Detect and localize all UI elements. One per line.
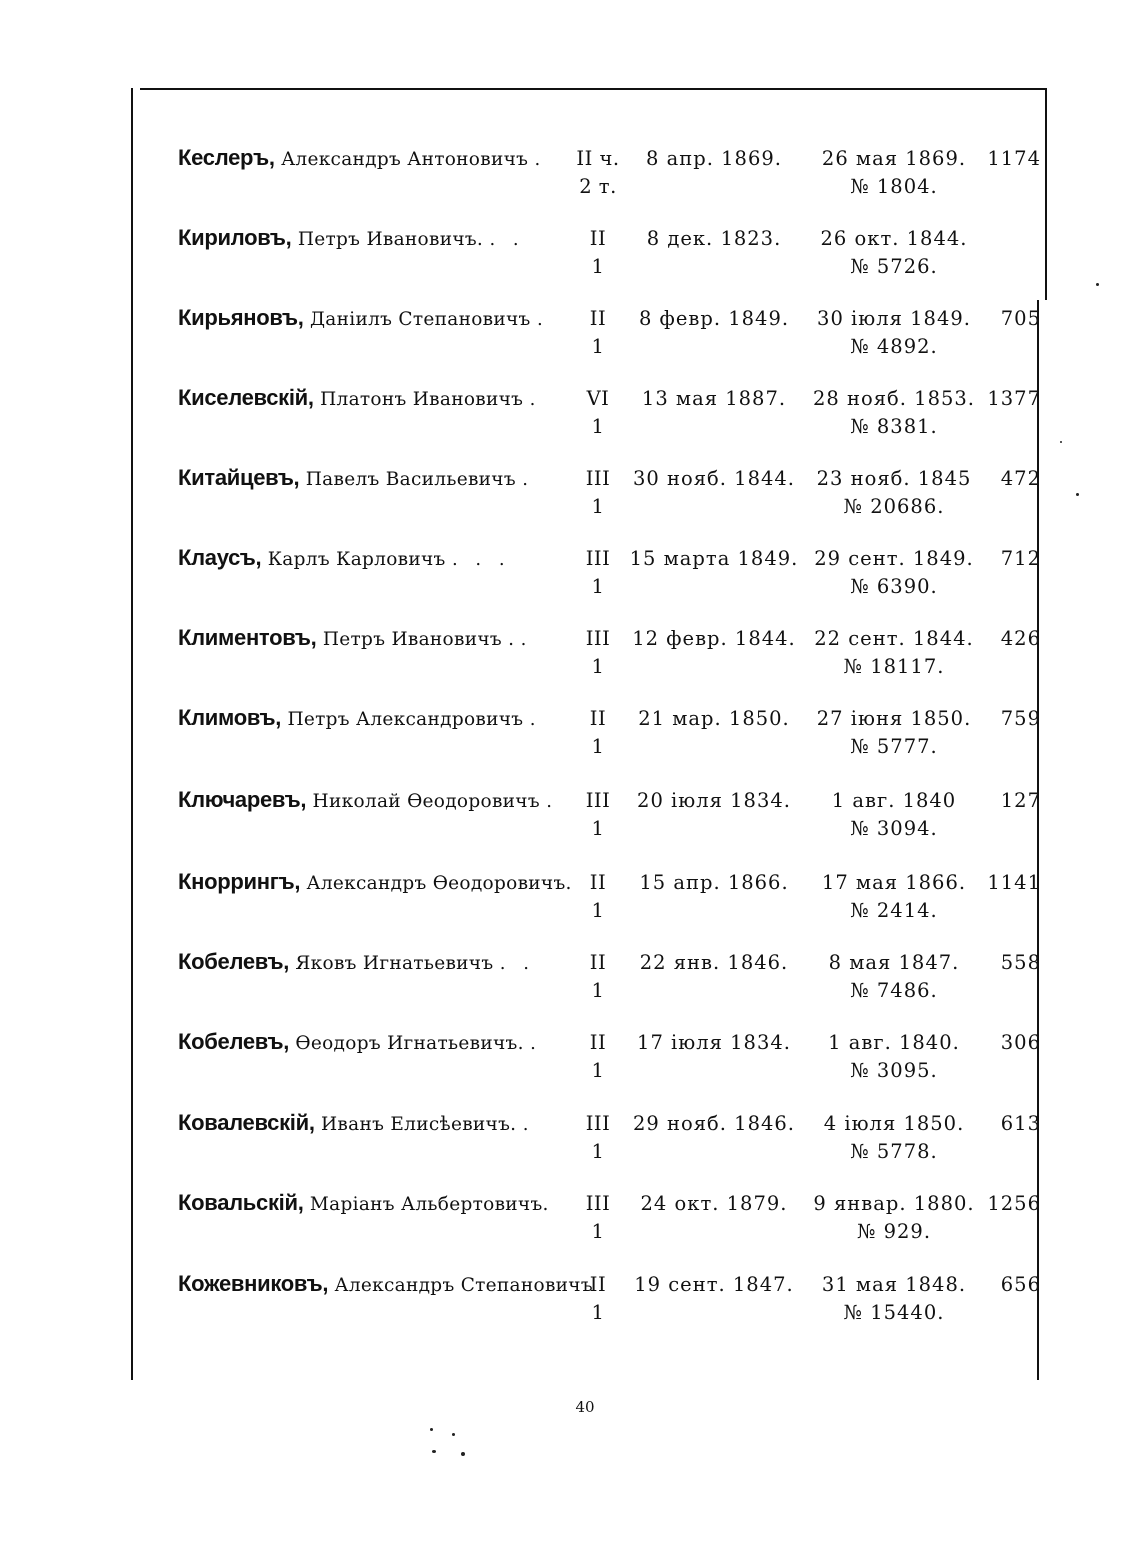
date-second-cell [800, 225, 988, 281]
document-number: № 5778. [850, 1140, 938, 1163]
date-first: 15 марта 1849. [629, 547, 799, 570]
leader-dots: . . [489, 229, 525, 250]
document-number: № 18117. [843, 655, 945, 678]
date-second-cell [800, 787, 988, 843]
given-names: Александръ Антоновичъ [281, 149, 529, 170]
surname: Кобелевъ, [178, 1029, 290, 1054]
class-sub: 1 [591, 1220, 605, 1243]
date-second-cell [800, 1271, 988, 1327]
date-second: 9 январ. 1880. [813, 1192, 975, 1215]
date-second-cell [800, 385, 988, 441]
person-name [178, 949, 535, 975]
class-cell [570, 225, 626, 281]
class-cell [570, 1271, 626, 1327]
class-rank: III [585, 1192, 611, 1215]
given-names: Петръ Ивановичъ . [322, 629, 515, 650]
given-names: Павелъ Васильевичъ [305, 469, 516, 490]
date-second-cell [800, 1190, 988, 1246]
table-row [0, 1271, 1140, 1333]
table-row [0, 385, 1140, 447]
person-name [178, 465, 534, 491]
class-cell [570, 1190, 626, 1246]
given-names: Даніилъ Степановичъ [309, 309, 531, 330]
table-row [0, 705, 1140, 767]
print-speck [452, 1433, 455, 1436]
date-second-cell [800, 465, 988, 521]
date-first: 20 іюля 1834. [637, 789, 791, 812]
date-second: 28 нояб. 1853. [812, 387, 975, 410]
document-number: № 929. [856, 1220, 932, 1243]
person-name [178, 225, 525, 251]
table-row [0, 305, 1140, 367]
entry-number: 613 [1000, 1112, 1041, 1135]
given-names: Маріанъ Альбертовичъ. [309, 1194, 549, 1215]
leader-dots: . [522, 469, 534, 490]
date-first: 30 нояб. 1844. [632, 467, 795, 490]
person-name [178, 1029, 542, 1055]
surname: Климентовъ, [178, 625, 317, 650]
table-row [0, 225, 1140, 287]
date-first: 13 мая 1887. [641, 387, 787, 410]
date-second: 4 іюля 1850. [823, 1112, 965, 1135]
class-sub: 1 [591, 979, 605, 1002]
entry-number: 1174 [987, 147, 1041, 170]
entry-number: 759 [1000, 707, 1041, 730]
leader-dots: . [534, 149, 547, 170]
surname: Ключаревъ, [178, 787, 307, 812]
class-sub: 1 [591, 735, 605, 758]
class-cell [570, 1110, 626, 1166]
date-first: 8 дек. 1823. [646, 227, 782, 250]
class-sub: 1 [591, 335, 605, 358]
leader-dots: . [537, 309, 549, 330]
print-speck [432, 1450, 436, 1453]
entry-number: 1141 [987, 871, 1041, 894]
table-row [0, 625, 1140, 687]
date-first: 15 апр. 1866. [639, 871, 789, 894]
person-name [178, 705, 541, 731]
surname: Киселевскій, [178, 385, 314, 410]
document-number: № 6390. [850, 575, 938, 598]
table-row [0, 1110, 1140, 1172]
entry-number: 426 [1000, 627, 1041, 650]
date-second: 26 окт. 1844. [820, 227, 968, 250]
person-name [178, 545, 511, 571]
date-second: 30 іюля 1849. [817, 307, 971, 330]
class-cell [570, 949, 626, 1005]
date-second-cell [800, 705, 988, 761]
entry-number: 1256 [987, 1192, 1041, 1215]
class-rank: III [585, 1112, 611, 1135]
document-number: № 3095. [850, 1059, 938, 1082]
leader-dots: . . . [451, 549, 511, 570]
given-names: Петръ Ивановичъ. [297, 229, 484, 250]
entry-number: 712 [1000, 547, 1041, 570]
date-first: 17 іюля 1834. [637, 1031, 791, 1054]
entry-number: 472 [1000, 467, 1041, 490]
person-name [178, 869, 572, 895]
class-rank: VI [586, 387, 610, 410]
entry-number: 306 [1000, 1031, 1041, 1054]
leader-dots: . [520, 629, 533, 650]
given-names: Яковъ Игнатьевичъ [295, 953, 494, 974]
person-name [178, 625, 532, 651]
table-row [0, 787, 1140, 849]
document-number: № 8381. [850, 415, 938, 438]
date-first: 24 окт. 1879. [640, 1192, 788, 1215]
date-second-cell [800, 1029, 988, 1085]
date-first: 29 нояб. 1846. [632, 1112, 795, 1135]
given-names: Петръ Александровичъ [287, 709, 524, 730]
surname: Китайцевъ, [178, 465, 300, 490]
person-name [178, 787, 558, 813]
class-cell [570, 305, 626, 361]
class-cell [570, 465, 626, 521]
class-cell [570, 385, 626, 441]
date-first: 8 апр. 1869. [646, 147, 782, 170]
leader-dots: . [546, 791, 558, 812]
date-first: 21 мар. 1850. [638, 707, 790, 730]
date-second: 27 іюня 1850. [816, 707, 972, 730]
person-name [178, 1271, 593, 1297]
print-speck [1076, 493, 1079, 496]
date-second: 17 мая 1866. [821, 871, 967, 894]
table-row [0, 145, 1140, 207]
given-names: Өеодоръ Игнатьевичъ. [295, 1033, 524, 1054]
date-second: 26 мая 1869. [821, 147, 967, 170]
surname: Кеслеръ, [178, 145, 275, 170]
leader-dots: . [530, 1033, 542, 1054]
class-cell [570, 145, 626, 201]
date-first: 19 сент. 1847. [634, 1273, 794, 1296]
table-row [0, 465, 1140, 527]
entry-number: 127 [1000, 789, 1041, 812]
given-names: Платонъ Ивановичъ [320, 389, 524, 410]
class-sub: 1 [591, 495, 605, 518]
class-rank: III [585, 789, 611, 812]
surname: Кожевниковъ, [178, 1271, 329, 1296]
leader-dots: . [522, 1114, 535, 1135]
page-number: 40 [575, 1398, 595, 1416]
document-number: № 15440. [843, 1301, 945, 1324]
class-rank: III [585, 627, 611, 650]
class-rank: II [589, 951, 607, 974]
date-second: 23 нояб. 1845 [816, 467, 972, 490]
person-name [178, 385, 541, 411]
document-number: № 20686. [843, 495, 945, 518]
date-first: 22 янв. 1846. [639, 951, 789, 974]
table-row [0, 545, 1140, 607]
document-number: № 2414. [850, 899, 938, 922]
class-sub: 1 [591, 899, 605, 922]
class-rank: II [589, 227, 607, 250]
given-names: Александръ Өеодоровичъ. [306, 873, 572, 894]
table-row [0, 1190, 1140, 1252]
date-second-cell [800, 949, 988, 1005]
leader-dots: . [529, 709, 542, 730]
entry-number: 656 [1000, 1273, 1041, 1296]
class-rank: III [585, 467, 611, 490]
date-second-cell [800, 869, 988, 925]
class-rank: III [585, 547, 611, 570]
surname: Кириловъ, [178, 225, 292, 250]
table-row [0, 949, 1140, 1011]
surname: Клаусъ, [178, 545, 262, 570]
class-cell [570, 787, 626, 843]
date-second: 29 сент. 1849. [814, 547, 974, 570]
surname: Ковальскій, [178, 1190, 304, 1215]
entry-number: 705 [1000, 307, 1041, 330]
person-name [178, 305, 549, 331]
surname: Климовъ, [178, 705, 282, 730]
surname: Кноррингъ, [178, 869, 301, 894]
entry-number: 558 [1000, 951, 1041, 974]
class-sub: 1 [591, 575, 605, 598]
class-cell [570, 545, 626, 601]
table-row [0, 1029, 1140, 1091]
class-cell [570, 625, 626, 681]
class-cell [570, 869, 626, 925]
document-number: № 4892. [850, 335, 938, 358]
entry-number: 1377 [987, 387, 1041, 410]
document-number: № 3094. [850, 817, 938, 840]
date-first: 8 февр. 1849. [638, 307, 790, 330]
class-sub: 1 [591, 1059, 605, 1082]
class-rank: II [589, 1031, 607, 1054]
document-number: № 5777. [850, 735, 938, 758]
date-second-cell [800, 625, 988, 681]
print-speck [461, 1452, 465, 1456]
date-second-cell [800, 545, 988, 601]
class-sub: 1 [591, 255, 605, 278]
class-rank: II [589, 307, 607, 330]
leader-dots: . [529, 389, 542, 410]
date-second-cell [800, 305, 988, 361]
date-second: 22 сент. 1844. [814, 627, 974, 650]
class-cell [570, 705, 626, 761]
given-names: Иванъ Елисѣевичъ. [321, 1114, 517, 1135]
class-rank: II [589, 1273, 607, 1296]
table-row [0, 869, 1140, 931]
person-name [178, 1190, 549, 1216]
document-number: № 5726. [850, 255, 938, 278]
class-sub: 1 [591, 655, 605, 678]
surname: Кирьяновъ, [178, 305, 304, 330]
given-names: Карлъ Карловичъ [267, 549, 446, 570]
class-sub: 1 [591, 1301, 605, 1324]
person-name [178, 1110, 534, 1136]
class-rank: II [589, 871, 607, 894]
document-number: № 1804. [850, 175, 938, 198]
surname: Ковалевскій, [178, 1110, 315, 1135]
document-number: № 7486. [850, 979, 938, 1002]
date-second: 31 мая 1848. [821, 1273, 967, 1296]
given-names: Николай Өеодоровичъ [312, 791, 540, 812]
given-names: Александръ Степановичъ [334, 1275, 593, 1296]
class-cell [570, 1029, 626, 1085]
person-name [178, 145, 546, 171]
date-second-cell [800, 1110, 988, 1166]
leader-dots: . . [499, 953, 535, 974]
date-second: 1 авг. 1840 [831, 789, 957, 812]
class-rank: II ч. [576, 147, 620, 170]
date-second: 1 авг. 1840. [828, 1031, 960, 1054]
class-sub: 1 [591, 1140, 605, 1163]
class-rank: II [589, 707, 607, 730]
print-speck [1060, 441, 1062, 443]
class-sub: 1 [591, 817, 605, 840]
print-speck [1096, 283, 1099, 286]
class-sub: 2 т. [579, 175, 617, 198]
date-second: 8 мая 1847. [828, 951, 960, 974]
date-first: 12 февр. 1844. [632, 627, 796, 650]
date-second-cell [800, 145, 988, 201]
print-speck [430, 1428, 433, 1431]
class-sub: 1 [591, 415, 605, 438]
surname: Кобелевъ, [178, 949, 290, 974]
